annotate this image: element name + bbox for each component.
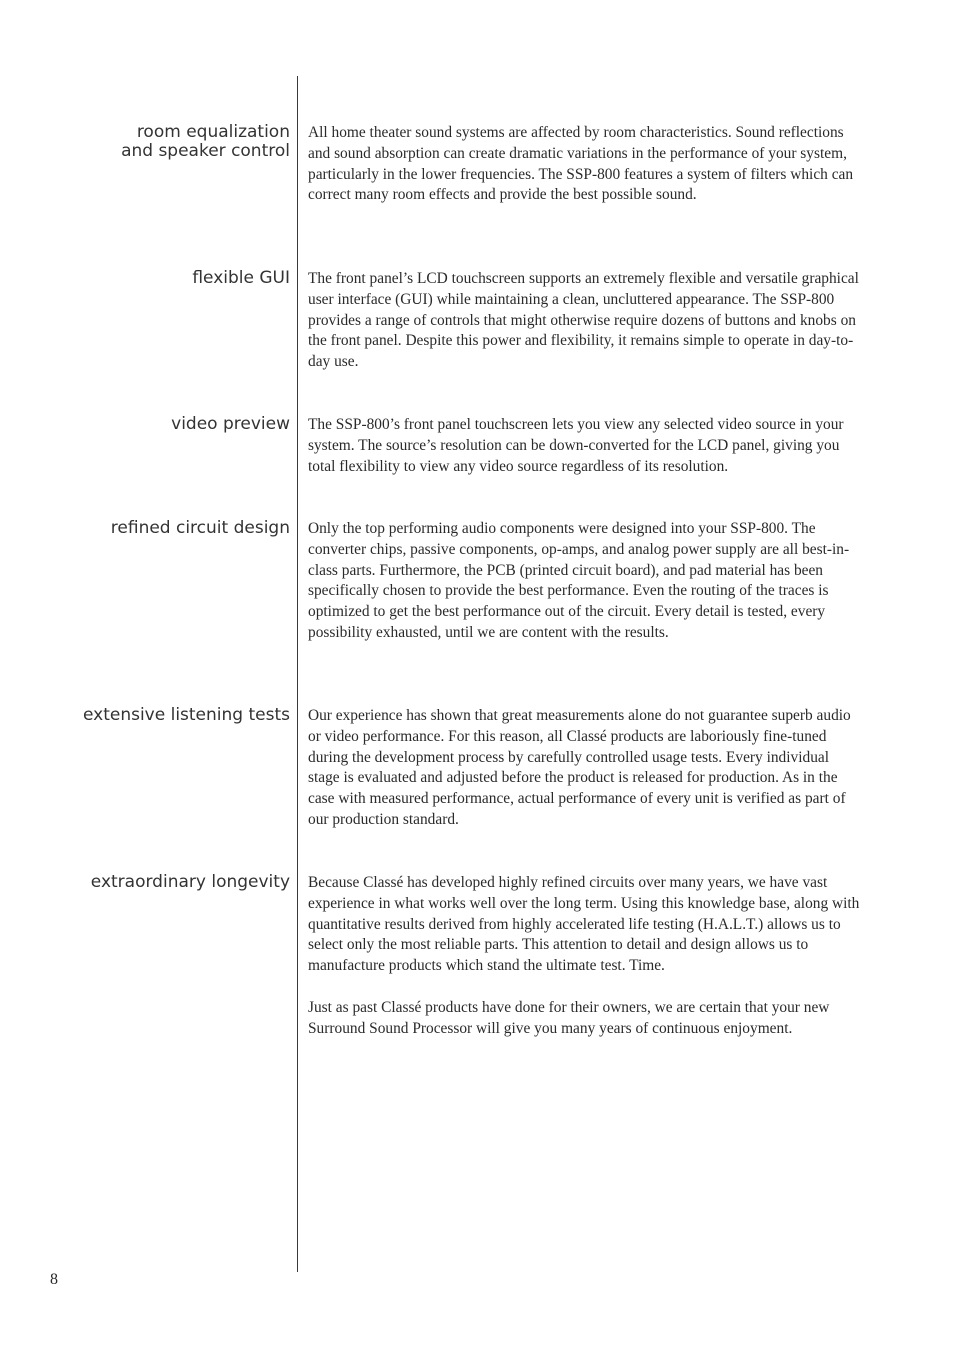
section-body-room-equalization: [308, 123, 864, 227]
vertical-divider: [297, 76, 298, 1272]
section-heading-video-preview: [0, 415, 290, 434]
heading-line: extraordinary longevity: [90, 872, 290, 892]
section-heading-flexible-gui: [0, 269, 290, 288]
section-body-flexible-gui: [308, 269, 864, 394]
paragraph: The SSP-800’s front panel touchscreen lets you view any selected video source in your system. The source’s resolution can be down-converted for the LCD panel, giving you total flexibility to view any video source regardless of its resolution.: [308, 416, 844, 475]
heading-line: flexible GUI: [192, 268, 290, 288]
section-body-refined-circuit-design: [308, 519, 864, 665]
section-heading-extensive-listening-tests: [0, 706, 290, 725]
paragraph: Just as past Classé products have done for their owners, we are certain that your new Surround Sound Processor will give you many years of continuous enjoyment.: [308, 998, 830, 1037]
heading-line: refined circuit design: [110, 518, 290, 538]
heading-line: extensive listening tests: [82, 705, 290, 725]
paragraph: The front panel’s LCD touchscreen supports an extremely flexible and versatile graphical user interface (GUI) while maintaining a clean, uncluttered appearance. The SSP-800 provides a range of controls that might otherwise require dozens of buttons and knobs on the front panel. Despite this power and flexibility, it remains simple to operate in day-to-day use.: [308, 270, 859, 371]
section-body-extensive-listening-tests: [308, 706, 864, 852]
section-heading-extraordinary-longevity: [0, 873, 290, 892]
paragraph: Because Classé has developed highly refined circuits over many years, we have vast experience in what works well over the long term. Using this knowledge base, along with quantitative results derived from highly accelerated life testing (H.A.L.T.) allows us to select only the most reliable parts. This attention to detail and design allows us to manufacture products which stand the ultimate test. Time.: [308, 874, 860, 975]
paragraph: All home theater sound systems are affected by room characteristics. Sound reflections and sound absorption can create dramatic variations in the performance of your system, particularly in the lower frequencies. The SSP-800 features a system of filters which can correct many room effects and provide the best possible sound.: [308, 124, 854, 204]
heading-line: and speaker control: [121, 141, 290, 161]
section-heading-room-equalization: [0, 123, 290, 161]
section-body-extraordinary-longevity: [308, 873, 864, 1060]
page-number: 8: [50, 1271, 58, 1288]
heading-line: room equalization: [136, 122, 290, 142]
heading-line: video preview: [171, 414, 290, 434]
paragraph: Only the top performing audio components were designed into your SSP-800. The converter chips, passive components, op-amps, and analog power supply are all best-in-class parts. Furthermore, the PCB (printed circuit board), and pad material has been specifically chosen to provide the best performance. Even the routing of the traces is optimized to get the best performance out of the circuit. Every detail is tested, every possibility exhausted, until we are content with the results.: [308, 520, 850, 641]
section-body-video-preview: [308, 415, 864, 498]
section-heading-refined-circuit-design: [0, 519, 290, 538]
paragraph: Our experience has shown that great measurements alone do not guarantee superb audio or video performance. For this reason, all Classé products are laboriously fine-tuned during the development process by carefully controlled usage tests. Every individual stage is evaluated and adjusted before the product is released for production. As in the case with measured performance, actual performance of every unit is verified as part of our production standard.: [308, 707, 851, 828]
